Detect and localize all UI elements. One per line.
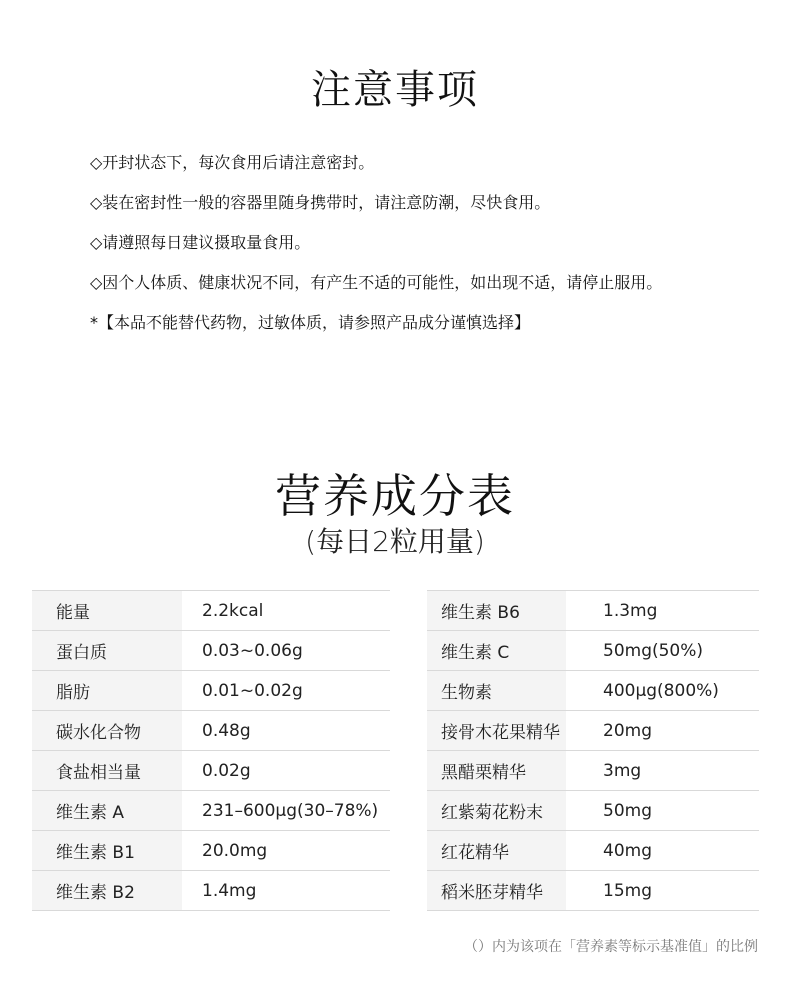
nutrient-value: 3mg — [566, 751, 759, 791]
nutrition-table-left — [32, 590, 390, 911]
table-row — [32, 871, 390, 911]
nutrient-name: 脂肪 — [32, 671, 182, 711]
nutrient-value: 1.4mg — [182, 871, 390, 911]
table-row — [32, 711, 390, 751]
footnote: （）内为该项在「营养素等标示基准值」的比例 — [464, 939, 758, 955]
nutrient-value: 0.02g — [182, 751, 390, 791]
table-row — [427, 671, 759, 711]
table-row — [427, 591, 759, 631]
precautions-title: 注意事项 — [311, 67, 479, 113]
precaution-item: ◇装在密封性一般的容器里随身携带时，请注意防潮，尽快食用。 — [90, 193, 551, 212]
nutrient-value: 0.03~0.06g — [182, 631, 390, 671]
table-row — [427, 871, 759, 911]
table-row — [32, 831, 390, 871]
nutrient-value: 400μg(800%) — [566, 671, 759, 711]
nutrient-value: 20.0mg — [182, 831, 390, 871]
nutrient-name: 维生素 B2 — [32, 871, 182, 911]
nutrient-name: 红紫菊花粉末 — [427, 791, 566, 831]
table-row — [427, 791, 759, 831]
nutrient-value: 2.2kcal — [182, 591, 390, 631]
allergy-warning: *【本品不能替代药物，过敏体质，请参照产品成分谨慎选择】 — [90, 313, 531, 332]
nutrition-title: 营养成分表 — [275, 469, 515, 523]
nutrient-name: 碳水化合物 — [32, 711, 182, 751]
nutrient-value: 20mg — [566, 711, 759, 751]
nutrient-name: 蛋白质 — [32, 631, 182, 671]
table-row — [427, 751, 759, 791]
nutrient-name: 接骨木花果精华 — [427, 711, 566, 751]
table-row — [32, 791, 390, 831]
nutrient-value: 231–600μg(30–78%) — [182, 791, 390, 831]
nutrition-table-right — [427, 590, 759, 911]
nutrient-name: 生物素 — [427, 671, 566, 711]
nutrient-name: 维生素 B6 — [427, 591, 566, 631]
table-row — [32, 751, 390, 791]
table-row — [32, 591, 390, 631]
table-row — [427, 711, 759, 751]
nutrient-value: 0.48g — [182, 711, 390, 751]
nutrient-value: 15mg — [566, 871, 759, 911]
nutrient-value: 50mg — [566, 791, 759, 831]
nutrient-name: 食盐相当量 — [32, 751, 182, 791]
nutrient-value: 50mg(50%) — [566, 631, 759, 671]
precaution-item: ◇因个人体质、健康状况不同，有产生不适的可能性，如出现不适，请停止服用。 — [90, 273, 663, 292]
nutrient-value: 40mg — [566, 831, 759, 871]
nutrient-name: 维生素 B1 — [32, 831, 182, 871]
precaution-item: ◇开封状态下，每次食用后请注意密封。 — [90, 153, 375, 172]
nutrient-name: 维生素 A — [32, 791, 182, 831]
table-row — [32, 671, 390, 711]
table-row — [32, 631, 390, 671]
table-row — [427, 631, 759, 671]
nutrient-name: 能量 — [32, 591, 182, 631]
precautions-list — [90, 152, 710, 352]
nutrient-value: 0.01~0.02g — [182, 671, 390, 711]
nutrient-name: 维生素 C — [427, 631, 566, 671]
nutrient-name: 稻米胚芽精华 — [427, 871, 566, 911]
precaution-item: ◇请遵照每日建议摄取量食用。 — [90, 233, 311, 252]
nutrition-subtitle: (每日2粒用量) — [305, 525, 485, 558]
table-row — [427, 831, 759, 871]
nutrient-value: 1.3mg — [566, 591, 759, 631]
nutrient-name: 红花精华 — [427, 831, 566, 871]
nutrient-name: 黑醋栗精华 — [427, 751, 566, 791]
